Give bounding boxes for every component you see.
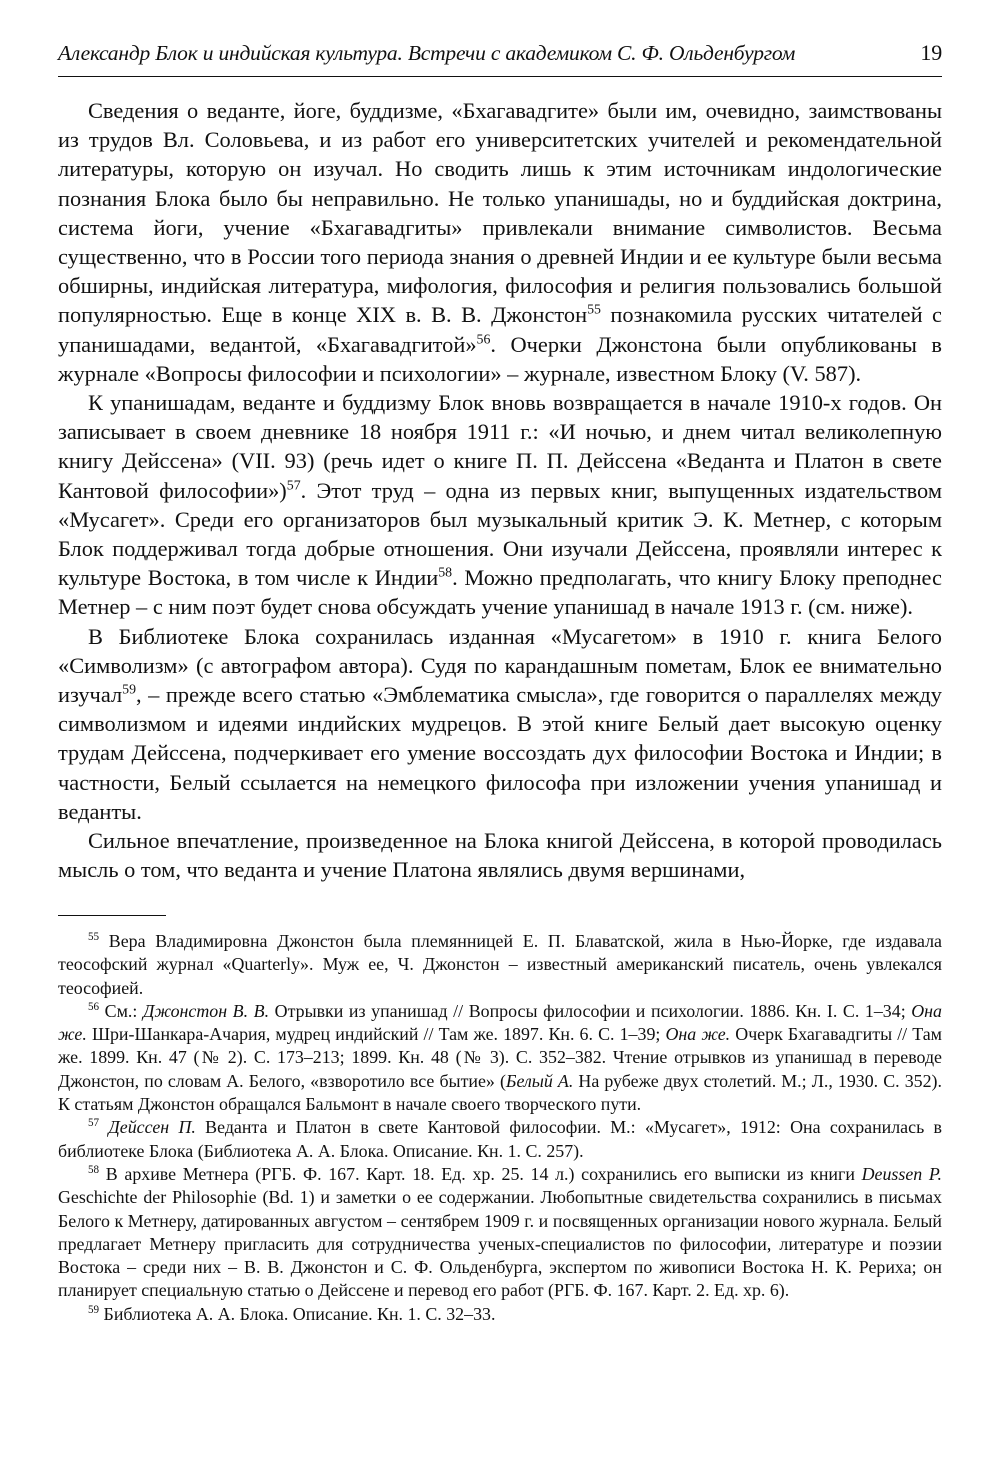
footnote-number: 59: [88, 1303, 100, 1316]
footnote-number: 56: [88, 1000, 100, 1013]
paragraph-1: Сведения о веданте, йоге, буддизме, «Бхагавадгите» были им, очевидно, заимствованы из трудов Вл. Соловьева, и из работ его университетских учителей и рекомендательной литературы, которую он изучал. Но сводить лишь к этим источникам индологические познания Блока было бы неправильно. Не только упанишады, но и буддийская доктрина, система йоги, учение «Бхагавадгиты» привлекали внимание символистов. Весьма существенно, что в России того периода знания о древней Индии и ее культуре были весьма обширны, индийская литература, мифология, философия и религия пользовались большой популярностью. Еще в конце XIX в. В. В. Джонстон$^{55}$ познакомила русских читателей с упанишадами, ведантой, «Бхагавадгитой»$^{56}$. Очерки Джонстона были опубликованы в журнале «Вопросы философии и психологии» – журнале, известном Блоку (V. 587).: [58, 98, 942, 386]
footnote-59: $^{59}$ Библиотека А. А. Блока. Описание. Кн. 1. С. 32–33.: [88, 1303, 496, 1324]
footnote-ref-59[interactable]: 59: [122, 682, 136, 698]
footnote-55: $^{55}$ Вера Владимировна Джонстон была племянницей Е. П. Блаватской, жила в Нью-Йорке, где издавала теософский журнал «Quarterly». Муж ее, Ч. Джонстон – известный американский писатель, очень увлекался теософией.: [58, 931, 942, 998]
paragraph-3: В Библиотеке Блока сохранилась изданная «Мусагетом» в 1910 г. книга Белого «Символизм» (с автографом автора). Судя по карандашным пометам, Блок ее внимательно изучал$^{59}$, – прежде всего статью «Эмблематика смысла», где говорится о параллелях между символизмом и идеями индийских мудрецов. В этой книге Белый дает высокую оценку трудам Дейссена, подчеркивает его умение воссоздать дух философии Востока и Индии; в частности, Белый ссылается на немецкого философа при изложении учения упанишад и веданты.: [58, 623, 942, 824]
footnote-number: 57: [88, 1117, 100, 1130]
footnote-56: $^{56}$ См.: Джонстон В. В. Отрывки из упанишад // Вопросы философии и психологии. 1886. Кн. I. С. 1–34; Она же. Шри-Шанкара-Ачария, мудрец индийский // Там же. 1897. Кн. 6. С. 1–39; Она же. Очерк Бхагавадгиты // Там же. 1899. Кн. 47 (№ 2). С. 173–213; 1899. Кн. 48 (№ 3). С. 352–382. Чтение отрывков из упанишад в переводе Джонстон, по словам А. Белого, «взворотило все бытие» (Белый А. На рубеже двух столетий. М.; Л., 1930. С. 352). К статьям Джонстон обращался Бальмонт в начале своего творческого пути.: [58, 1000, 943, 1115]
footnote-ref-58[interactable]: 58: [438, 565, 453, 581]
footnote-ref-56[interactable]: 56: [476, 332, 491, 348]
footnote-58: $^{58}$ В архиве Метнера (РГБ. Ф. 167. Карт. 18. Ед. хр. 25. 14 л.) сохранились его выписки из книги Deussen P. Geschichte der Philosophie (Bd. 1) и заметки о ее содержании. Любопытные свидетельства сохранились в письмах Белого к Метнеру, датированных августом – сентябрем 1909 г. и посвященных организации нового журнала. Белый предлагает Метнеру пригласить для сотрудничества ученых-специалистов по философии, литературе и поэзии Востока – среди них – В. В. Джонстон и С. Ф. Ольденбурга, экспертом по живописи Востока Н. К. Рериха; он планирует специальную статью о Дейссене и перевод его работ (РГБ. Ф. 167. Карт. 2. Ед. хр. 6).: [58, 1163, 943, 1301]
footnote-separator: [58, 915, 166, 916]
paragraph-4: Сильное впечатление, произведенное на Блока книгой Дейссена, в которой проводилась мысль о том, что веданта и учение Платона являлись двумя вершинами,: [58, 828, 942, 883]
footnote-number: 58: [88, 1164, 100, 1176]
running-title: Александр Блок и индийская культура. Встречи с академиком С. Ф. Ольденбургом: [58, 41, 796, 65]
footnote-number: 55: [88, 931, 100, 944]
footnote-ref-55[interactable]: 55: [587, 302, 601, 318]
paragraph-2: К упанишадам, веданте и буддизму Блок вновь возвращается в начале 1910-х годов. Он записывает в своем дневнике 18 ноября 1911 г.: «И ночью, и днем читал великолепную книгу Дейссена» (VII. 93) (речь идет о книге П. П. Дейссена «Веданта и Платон в свете Кантовой философии»)$^{57}$. Этот труд – одна из первых книг, выпущенных издательством «Мусагет». Среди его организаторов был музыкальный критик Э. К. Метнер, с которым Блок поддерживал тогда добрые отношения. Они изучали Дейссена, проявляли интерес к культуре Востока, в том числе к Индии$^{58}$. Можно предполагать, что книгу Блоку преподнес Метнер – с ним поэт будет снова обсуждать учение упанишад в начале 1913 г. (см. ниже).: [58, 390, 942, 620]
footnotes: [58, 930, 942, 1326]
main-text: [58, 96, 942, 884]
footnote-57: $^{57}$ Дейссен П. Веданта и Платон в свете Кантовой философии. М.: «Мусагет», 1912: Она сохранилась в библиотеке Блока (Библиотека А. А. Блока. Описание. Кн. 1. С. 257).: [58, 1117, 942, 1161]
running-head: [58, 40, 942, 77]
footnote-ref-57[interactable]: 57: [286, 478, 301, 494]
page-number: 19: [920, 40, 942, 65]
